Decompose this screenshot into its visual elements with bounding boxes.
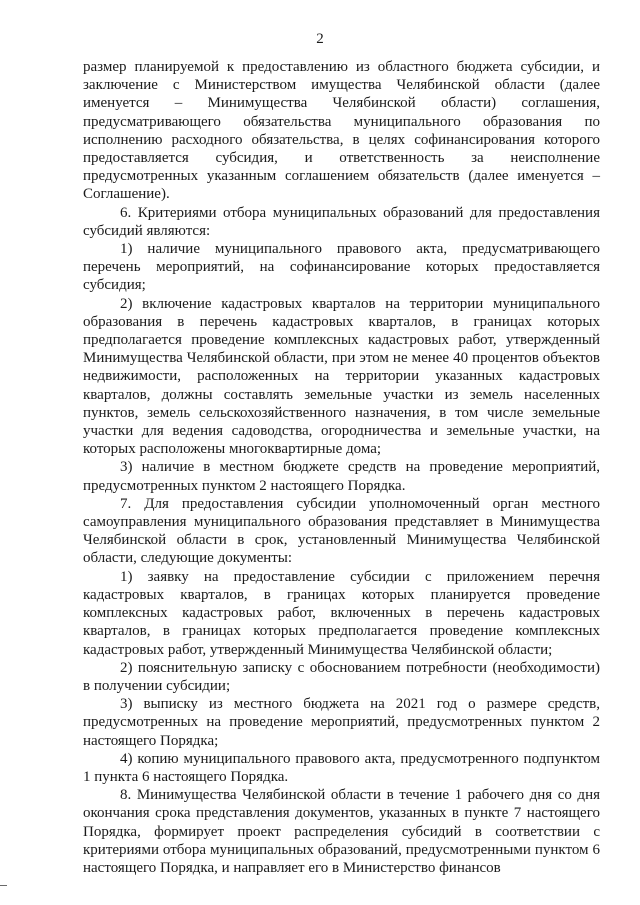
paragraph-item-7-4: 4) копию муниципального правового акта, предусмотренного подпунктом 1 пункта 6 настоящего Порядка.	[83, 750, 600, 785]
paragraph-item-6-2: 2) включение кадастровых кварталов на территории муниципального образования в перечень кадастровых кварталов, в границах которых предполагается проведение комплексных кадастровых работ, утвержденный Минимущества Челябинской области, при этом не менее 40 процентов объектов недвижимости, расположенных на территории указанных кадастровых кварталов, должны составлять земельные участки из земель населенных пунктов, земель сельскохозяйственного назначения, в том числе земельные участки для ведения садоводства, огородничества и земельные участки, на которых расположены многоквартирные дома;	[83, 295, 600, 458]
paragraph-continuation: размер планируемой к предоставлению из областного бюджета субсидии, и заключение с Министерством имущества Челябинской области (далее именуется – Минимущества Челябинской области) соглашения, предусматривающего обязательства муниципального образования по исполнению расходного обязательства, в целях софинансирования которого предоставляется субсидия, и ответственность за неисполнение предусмотренных указанным соглашением обязательств (далее именуется – Соглашение).	[83, 59, 600, 203]
page-number: 2	[316, 31, 324, 47]
paragraph-item-6-3: 3) наличие в местном бюджете средств на проведение мероприятий, предусмотренных пунктом 2 настоящего Порядка.	[83, 459, 600, 494]
paragraph-item-6-1: 1) наличие муниципального правового акта, предусматривающего перечень мероприятий, на софинансирование которых предоставляется субсидия;	[83, 241, 600, 294]
paragraph-item-7: 7. Для предоставления субсидии уполномоченный орган местного самоуправления муниципального образования представляет в Минимущества Челябинской области в срок, установленный Минимущества Челябинской области, следующие документы:	[83, 495, 600, 567]
paragraph-item-8: 8. Минимущества Челябинской области в течение 1 рабочего дня со дня окончания срока представления документов, указанных в пункте 7 настоящего Порядка, формирует проект распределения субсидий в соответствии с критериями отбора муниципальных образований, предусмотренными пунктом 6 настоящего Порядка, и направляет его в Министерство финансов	[83, 787, 600, 876]
paragraph-item-7-3: 3) выписку из местного бюджета на 2021 год о размере средств, предусмотренных на проведение мероприятий, предусмотренных пунктом 2 настоящего Порядка;	[83, 696, 600, 749]
paragraph-item-7-1: 1) заявку на предоставление субсидии с приложением перечня кадастровых кварталов, в границах которых планируется проведение комплексных кадастровых работ, включенных в перечень кадастровых кварталов, в границах которых предполагается проведение комплексных кадастровых работ, утвержденный Минимущества Челябинской области;	[83, 568, 600, 658]
margin-scan-mark	[0, 885, 7, 886]
document-body	[83, 58, 600, 877]
paragraph-item-7-2: 2) пояснительную записку с обоснованием потребности (необходимости) в получении субсидии;	[83, 659, 600, 694]
paragraph-item-6: 6. Критериями отбора муниципальных образований для предоставления субсидий являются:	[83, 204, 600, 239]
